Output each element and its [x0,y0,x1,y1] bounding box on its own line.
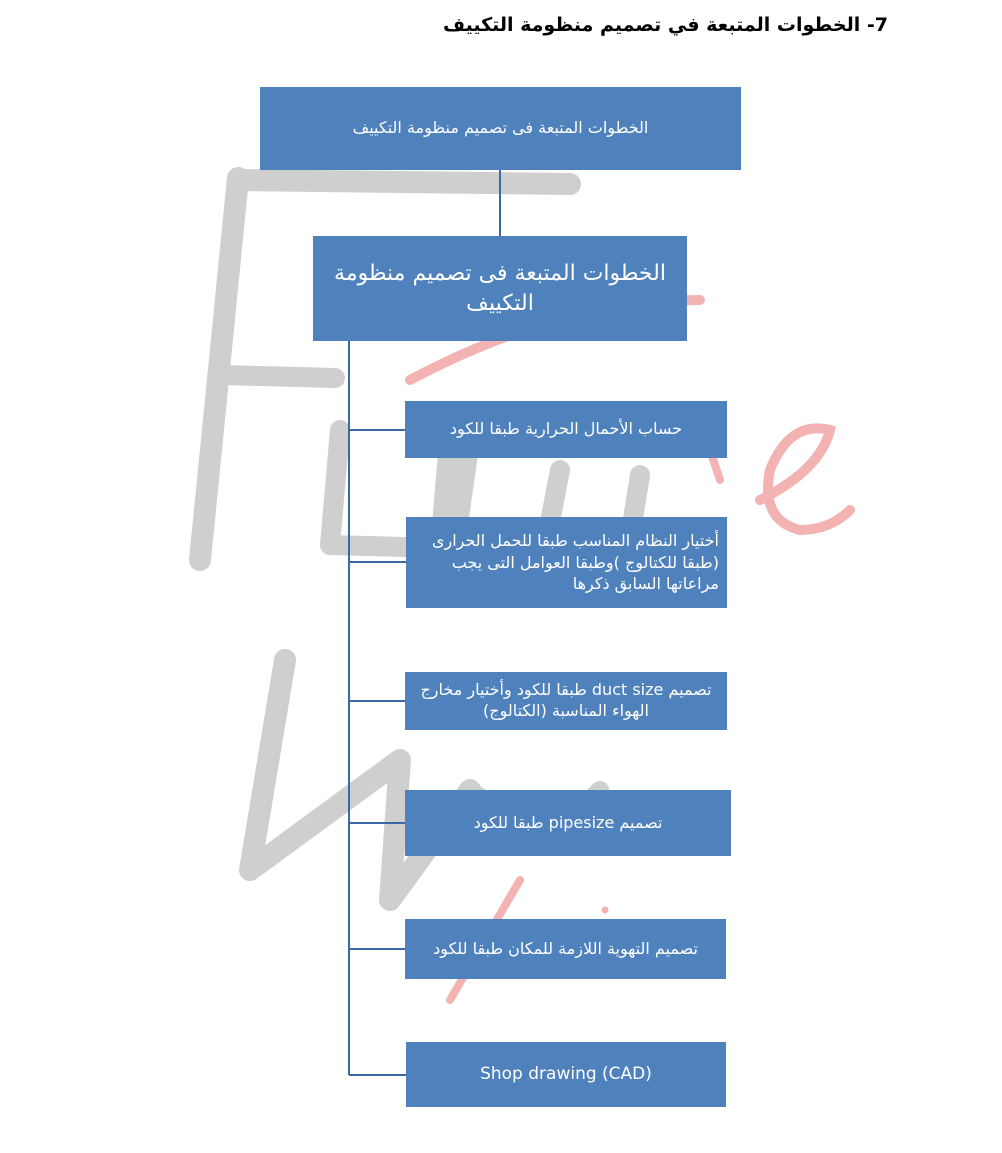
page-heading: 7- الخطوات المتبعة في تصميم منظومة التكييف [442,14,888,36]
step-box-heat-load: حساب الأحمال الحرارية طبقا للكود [405,401,727,458]
top-box: الخطوات المتبعة فى تصميم منظومة التكييف [260,87,741,170]
step-box-ventilation: تصميم التهوية اللازمة للمكان طبقا للكود [405,919,726,979]
step-box-duct-size: تصميم duct size طبقا للكود وأختيار مخارج الهواء المناسبة (الكتالوج) [405,672,727,730]
step-box-system-selection: أختيار النظام المناسب طبقا للحمل الحرارى (طبقا للكتالوج )وطبقا العوامل التى يجب مراعاتها السابق ذكرها [406,517,727,608]
step-box-shop-drawing: Shop drawing (CAD) [406,1042,726,1107]
step-box-pipe-size: تصميم pipesize طبقا للكود [405,790,731,856]
main-box: الخطوات المتبعة فى تصميم منظومة التكييف [313,236,687,341]
